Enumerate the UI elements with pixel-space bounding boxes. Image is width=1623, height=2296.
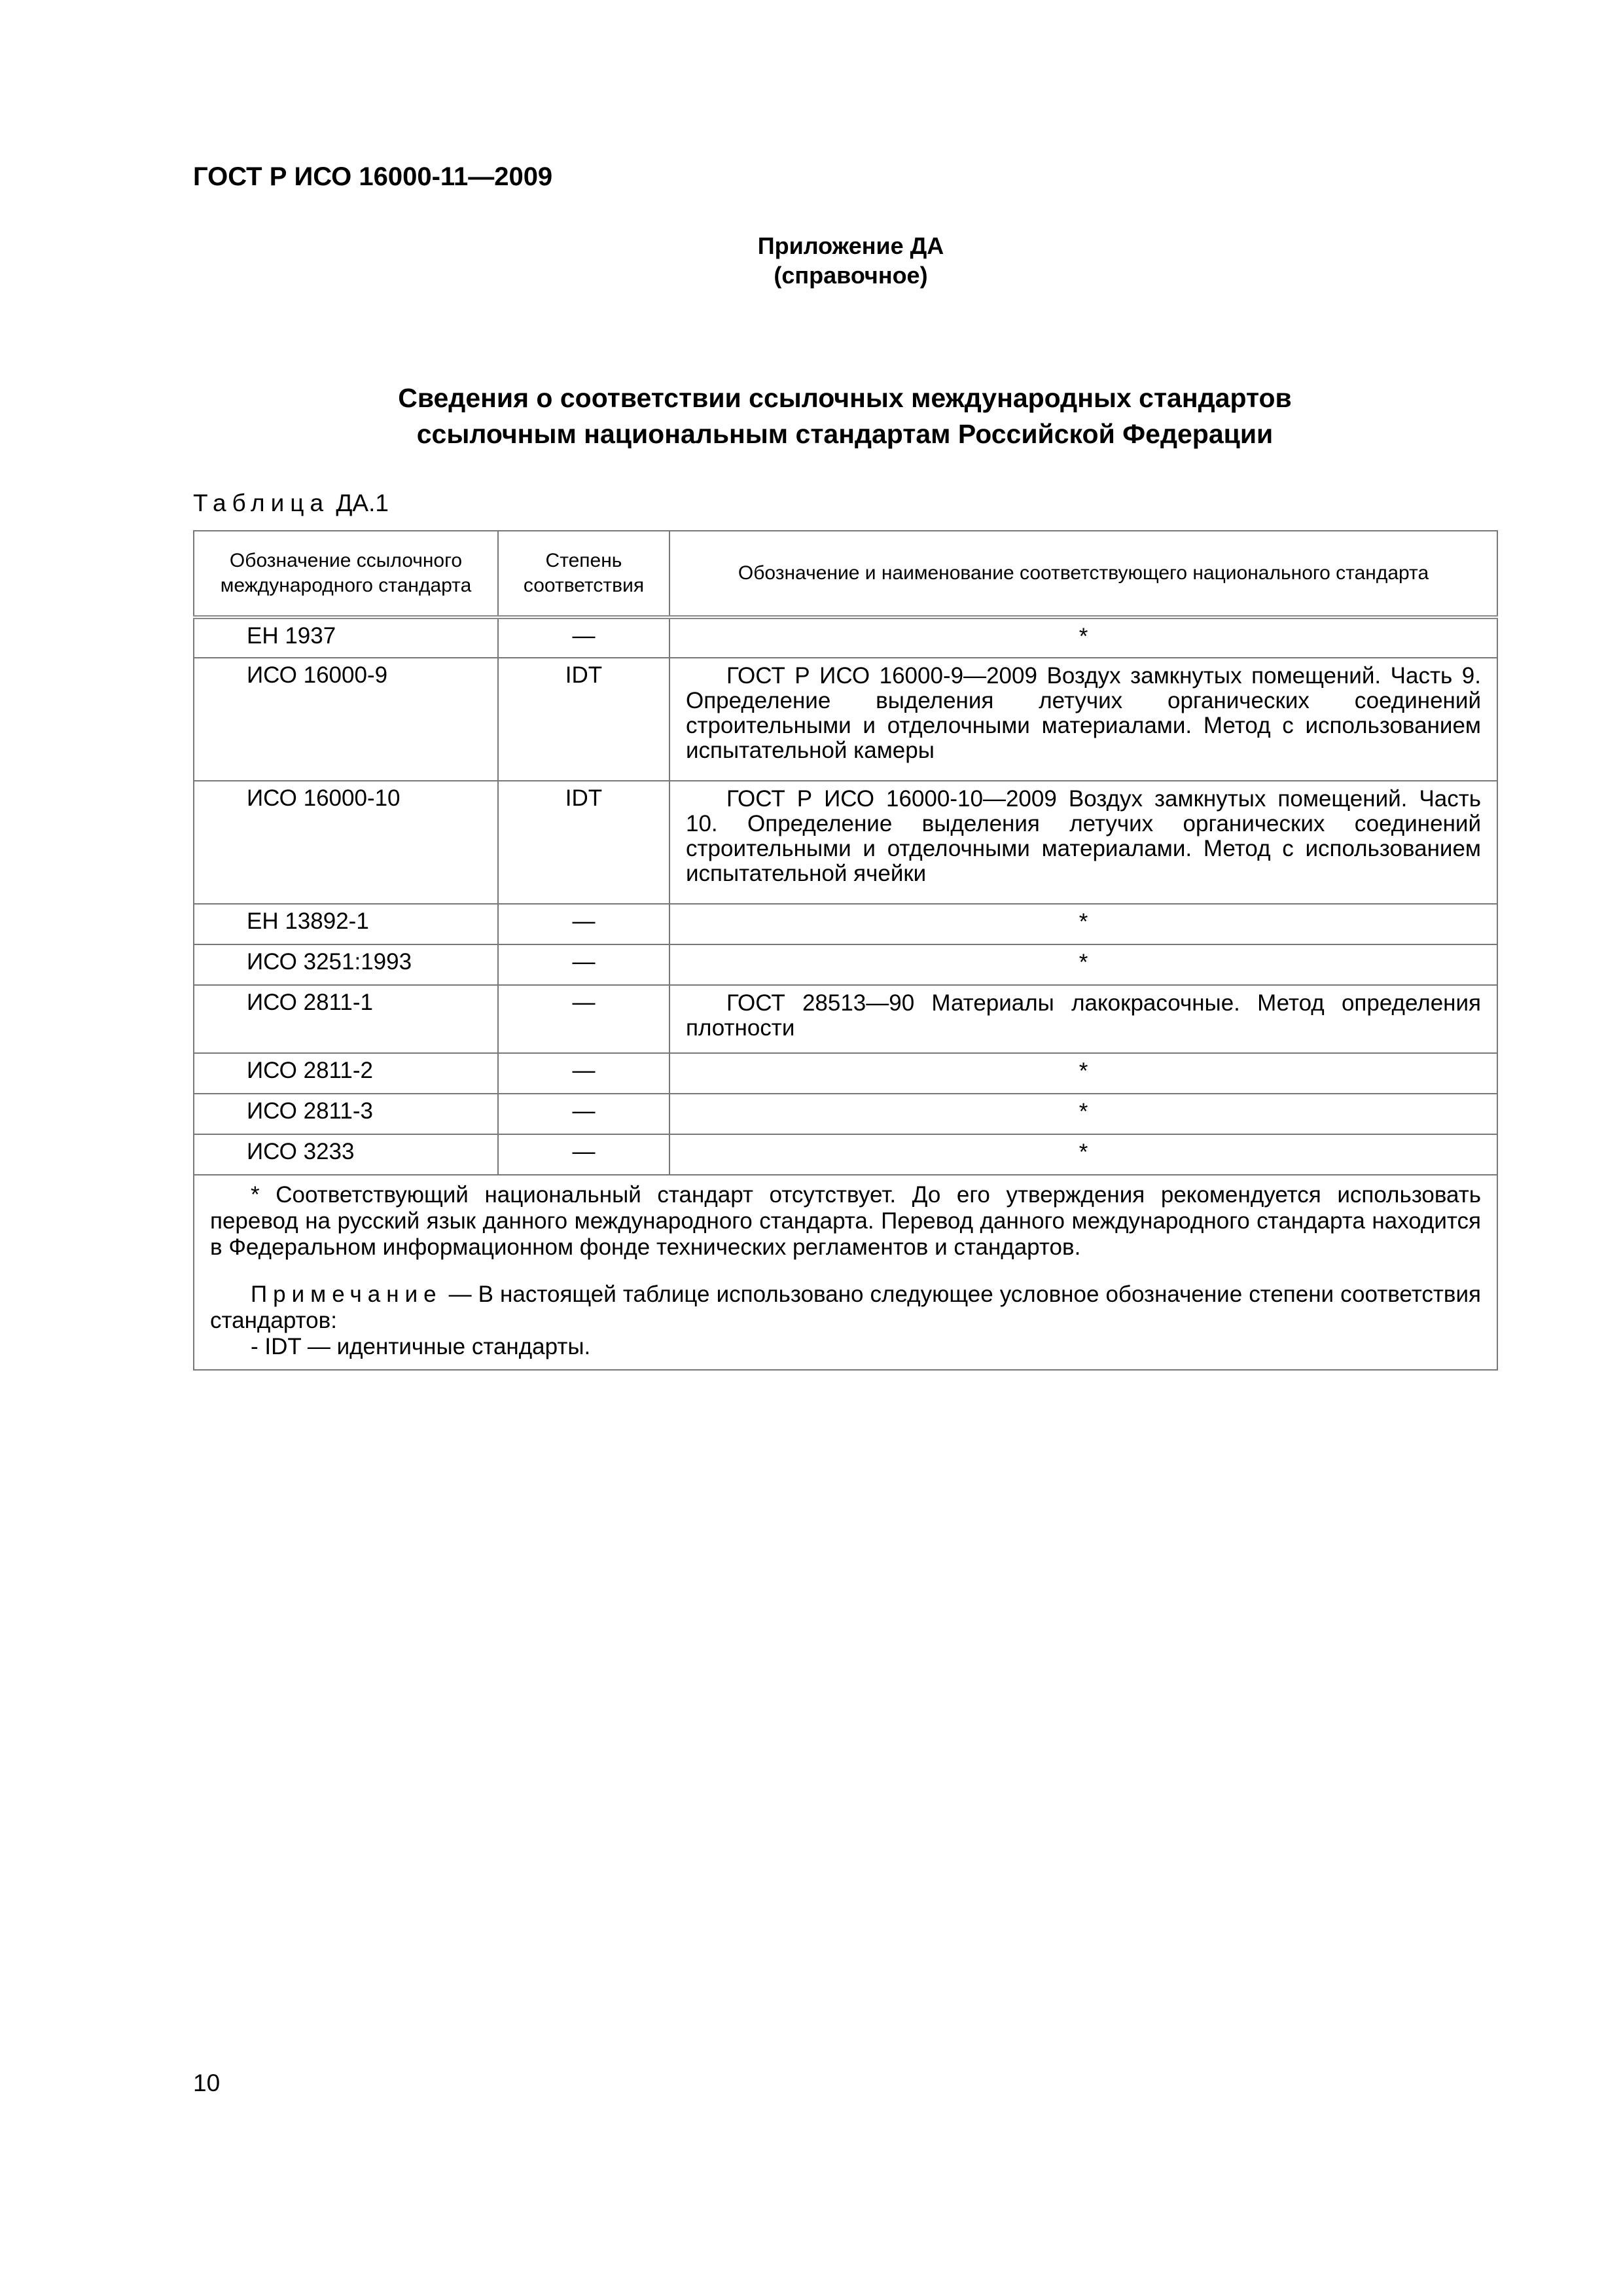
ref-cell: ЕН 1937 xyxy=(194,617,498,658)
header-col2-line1: Степень xyxy=(545,550,622,571)
header-col2-line2: соответствия xyxy=(523,575,645,596)
degree-cell: — xyxy=(498,1094,669,1134)
note-text: — В настоящей таблице использовано следующее условное обозначение степени соответствия стандартов: xyxy=(210,1282,1481,1333)
national-cell xyxy=(669,781,1497,904)
table-row xyxy=(194,1094,1497,1134)
national-text: ГОСТ 28513—90 Материалы лакокрасочные. Метод определения плотности xyxy=(686,990,1481,1041)
national-cell: * xyxy=(669,944,1497,985)
table-row xyxy=(194,1134,1497,1175)
ref-cell: ИСО 2811-1 xyxy=(194,985,498,1053)
national-cell: * xyxy=(669,1134,1497,1175)
ref-cell: ИСО 2811-3 xyxy=(194,1094,498,1134)
table-row xyxy=(194,944,1497,985)
degree-cell: — xyxy=(498,985,669,1053)
document-code: ГОСТ Р ИСО 16000-11—2009 xyxy=(193,162,553,191)
degree-cell: IDT xyxy=(498,781,669,904)
footnote xyxy=(210,1182,1481,1261)
table-row xyxy=(194,1053,1497,1094)
degree-cell: IDT xyxy=(498,658,669,781)
table-row xyxy=(194,658,1497,781)
degree-cell: — xyxy=(498,944,669,985)
header-international-standard xyxy=(194,531,498,617)
national-cell: * xyxy=(669,1094,1497,1134)
table-footnote-row xyxy=(194,1175,1497,1370)
degree-cell: — xyxy=(498,1053,669,1094)
section-title-line2: ссылочным национальным стандартам Российской Федерации xyxy=(416,419,1274,449)
table-label xyxy=(193,490,389,517)
national-text: ГОСТ Р ИСО 16000-10—2009 Воздух замкнутых помещений. Часть 10. Определение выделения летучих органических соединений строительными и отделочными материалами. Метод с использованием испытательной ячейки xyxy=(686,786,1481,886)
note xyxy=(210,1282,1481,1334)
national-cell xyxy=(669,658,1497,781)
national-cell: * xyxy=(669,904,1497,944)
ref-cell: ИСО 16000-10 xyxy=(194,781,498,904)
national-cell: * xyxy=(669,1053,1497,1094)
note-label: Примечание xyxy=(251,1282,442,1307)
header-degree xyxy=(498,531,669,617)
header-national-standard: Обозначение и наименование соответствующего национального стандарта xyxy=(669,531,1497,617)
national-cell: * xyxy=(669,617,1497,658)
table-row xyxy=(194,781,1497,904)
table-row xyxy=(194,904,1497,944)
degree-cell: — xyxy=(498,1134,669,1175)
table-footnote-cell xyxy=(194,1175,1497,1370)
table-label-number: ДА.1 xyxy=(336,490,389,516)
degree-cell: — xyxy=(498,617,669,658)
note-item-text: - IDT — идентичные стандарты. xyxy=(251,1334,591,1359)
table-row xyxy=(194,985,1497,1053)
ref-cell: ЕН 13892-1 xyxy=(194,904,498,944)
annex-title: Приложение ДА xyxy=(757,232,944,259)
header-col1-line1: Обозначение ссылочного xyxy=(229,550,463,571)
annex-type: (справочное) xyxy=(774,262,928,289)
ref-cell: ИСО 2811-2 xyxy=(194,1053,498,1094)
footnote-text: * Соответствующий национальный стандарт отсутствует. До его утверждения рекомендуется использовать перевод на русский язык данного международного стандарта. Перевод данного международного стандарта находится в Федеральном информационном фонде технических регламентов и стандартов. xyxy=(210,1182,1481,1260)
correspondence-table xyxy=(193,530,1498,1371)
ref-cell: ИСО 3251:1993 xyxy=(194,944,498,985)
ref-cell: ИСО 16000-9 xyxy=(194,658,498,781)
ref-cell: ИСО 3233 xyxy=(194,1134,498,1175)
header-col1-line2: международного стандарта xyxy=(220,575,472,596)
table-header-row xyxy=(194,531,1497,617)
table-label-word: Таблица xyxy=(193,490,330,516)
degree-cell: — xyxy=(498,904,669,944)
page-number: 10 xyxy=(193,2070,221,2096)
section-title-line1: Сведения о соответствии ссылочных международных стандартов xyxy=(398,383,1292,413)
national-cell xyxy=(669,985,1497,1053)
table-row xyxy=(194,617,1497,658)
national-text: ГОСТ Р ИСО 16000-9—2009 Воздух замкнутых помещений. Часть 9. Определение выделения летучих органических соединений строительными и отделочными материалами. Метод с использованием испытательной камеры xyxy=(686,663,1481,763)
note-item xyxy=(210,1334,1481,1360)
